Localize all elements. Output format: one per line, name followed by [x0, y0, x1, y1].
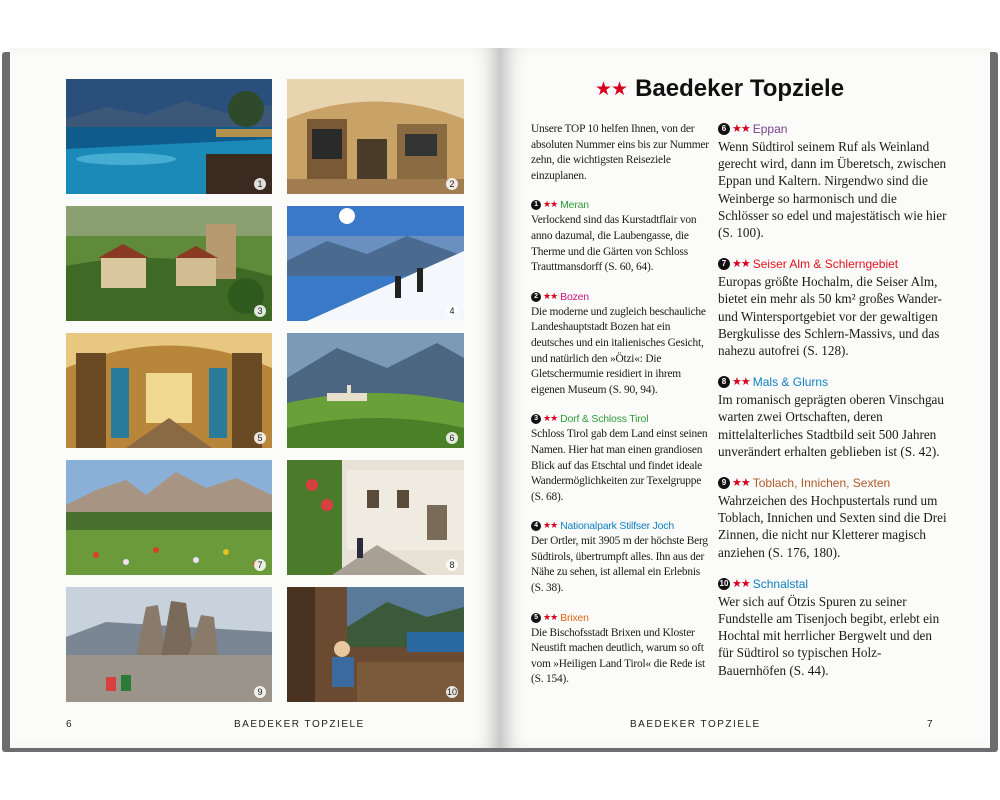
page-title: Baedeker Topziele: [635, 75, 845, 102]
rank-badge: 6: [718, 123, 730, 135]
top-entry-9: [718, 475, 948, 561]
entry-title: Eppan: [752, 122, 788, 136]
photo-number: 5: [254, 432, 266, 444]
rank-badge: 5: [531, 613, 541, 623]
photo-4-snow-hikers: [287, 206, 464, 321]
photo-8-street: [287, 460, 464, 575]
photo-number: 4: [446, 305, 458, 317]
entry-title: Seiser Alm & Schlerngebiet: [752, 257, 899, 272]
entry-text: Schloss Tirol gab dem Land einst seinen Namen. Hier hat man einen grandiosen Blick auf das Etschtal und findet ideale Wandermöglichkeiten zur Texelgruppe (S. 68).: [531, 428, 708, 503]
entry-title: Mals & Glurns: [752, 375, 829, 390]
star-rating: ★★: [732, 576, 750, 590]
entry-text: Wahrzeichen des Hochpustertals rund um Toblach, Innichen und Sexten sind die Drei Zinnen, die nicht nur Kletterer magisch anziehen (S. 176, 180).: [718, 493, 947, 560]
photo-6-valley: [287, 333, 464, 448]
star-rating: ★★: [732, 257, 750, 271]
star-rating: ★★: [543, 291, 558, 302]
rank-badge: 8: [718, 376, 730, 388]
photo-1-pool: [66, 79, 272, 194]
entry-title: Bozen: [560, 290, 589, 303]
top-entry-3: [531, 412, 709, 505]
star-rating: ★★: [543, 612, 558, 623]
running-head-left: BAEDEKER TOPZIELE: [234, 719, 365, 730]
star-rating: ★★: [732, 476, 750, 490]
top-entry-1: [531, 198, 709, 275]
entry-title: Nationalpark Stilfser Joch: [560, 520, 674, 533]
top-entry-2: [531, 290, 709, 399]
page-number-right: 7: [927, 719, 933, 730]
entry-title: Meran: [560, 199, 589, 212]
top-entry-6: [718, 121, 948, 241]
star-rating: ★★: [732, 122, 750, 135]
intro-paragraph: Unsere TOP 10 helfen Ihnen, von der absoluten Nummer eins bis zur Nummer zehn, die wichtigsten Reiseziele einzuplanen.: [531, 123, 709, 182]
photo-number: 1: [254, 178, 266, 190]
photo-10-balcony: [287, 587, 464, 702]
rank-badge: 4: [531, 521, 541, 531]
top-entry-5: [531, 611, 709, 688]
text-column-2: [718, 121, 948, 694]
entry-text: Wenn Südtirol seinem Ruf als Weinland gerecht wird, dann im Überetsch, zwischen Eppan und Kaltern. Nirgendwo sind die Weinberge so harmonisch und die Schlösser so edel und majestätisch wie hier (S. 100).: [718, 139, 947, 241]
photo-9-peaks: [66, 587, 272, 702]
left-page: [10, 48, 500, 748]
rank-badge: 10: [719, 578, 729, 588]
star-rating: ★★: [543, 521, 558, 532]
photo-3-castle: [66, 206, 272, 321]
photo-number: 7: [254, 559, 266, 571]
title-stars: ★★: [595, 78, 628, 100]
photo-grid: [66, 79, 464, 699]
entry-text: Verlockend sind das Kurstadtflair von anno dazumal, die Laubengasse, die Therme und die Gärten von Schloss Trauttmansdorff (S. 60, 64).: [531, 214, 697, 274]
photo-number: 2: [446, 178, 458, 190]
top-entry-10: [718, 576, 948, 679]
photo-2-museum: [287, 79, 464, 194]
entry-title: Toblach, Innichen, Sexten: [752, 476, 891, 491]
entry-text: Die Bischofsstadt Brixen und Kloster Neustift machen deutlich, warum so oft vom »Heiligen Land Tirol« die Rede ist (S. 154).: [531, 626, 706, 686]
photo-7-meadow: [66, 460, 272, 575]
top-entry-7: [718, 256, 948, 359]
page-number-left: 6: [66, 719, 72, 730]
photo-number: 9: [254, 686, 266, 698]
entry-title: Dorf & Schloss Tirol: [560, 413, 649, 426]
rank-badge: 7: [718, 258, 730, 270]
photo-5-church: [66, 333, 272, 448]
star-rating: ★★: [543, 414, 558, 425]
photo-number: 8: [446, 559, 458, 571]
photo-number: 3: [254, 305, 266, 317]
right-page: [500, 48, 990, 748]
rank-badge: 9: [718, 477, 730, 489]
text-column-1: [531, 122, 709, 702]
top-entry-8: [718, 374, 948, 460]
rank-badge: 1: [531, 200, 541, 210]
top-entry-4: [531, 519, 709, 596]
entry-text: Die moderne und zugleich beschauliche Landeshauptstadt Bozen hat ein deutsches und ein italienisches Gesicht, und natürlich den »Ötzi«: Die Gletschermumie residiert in ihrem eigenen Museum (S. 90, 94).: [531, 305, 706, 396]
star-rating: ★★: [732, 375, 750, 389]
photo-number: 10: [446, 687, 457, 697]
running-head-right: BAEDEKER TOPZIELE: [630, 719, 761, 730]
entry-text: Im romanisch geprägten oberen Vinschgau warten zwei Ortschaften, deren mittelalterliches Stadtbild seit 500 Jahren unverändert erhalten geblieben ist (S. 42).: [718, 392, 945, 459]
entry-title: Brixen: [560, 611, 589, 624]
photo-number: 6: [446, 432, 458, 444]
entry-text: Der Ortler, mit 3905 m der höchste Berg Südtirols, übertrumpft alles. Ihn aus der Nähe zu sehen, ist allemal ein Erlebnis (S. 38).: [531, 535, 708, 595]
rank-badge: 3: [531, 414, 541, 424]
entry-text: Europas größte Hochalm, die Seiser Alm, bietet ein mehr als 50 km² großes Wander- und Wintersportgebiet vor der gewaltigen Bergkulisse des Schlern-Massivs, und das nahezu autofrei (S. 128).: [718, 274, 942, 359]
page-title-row: [595, 75, 844, 103]
entry-title: Schnalstal: [752, 576, 809, 591]
star-rating: ★★: [543, 200, 558, 211]
rank-badge: 2: [531, 292, 541, 302]
entry-text: Wer sich auf Ötzis Spuren zu seiner Fundstelle am Tisenjoch begibt, erlebt ein Hochtal mit herrlicher Bergwelt und den für Südtirol so typischen Holz-Bauernhöfen (S. 44).: [718, 593, 940, 678]
